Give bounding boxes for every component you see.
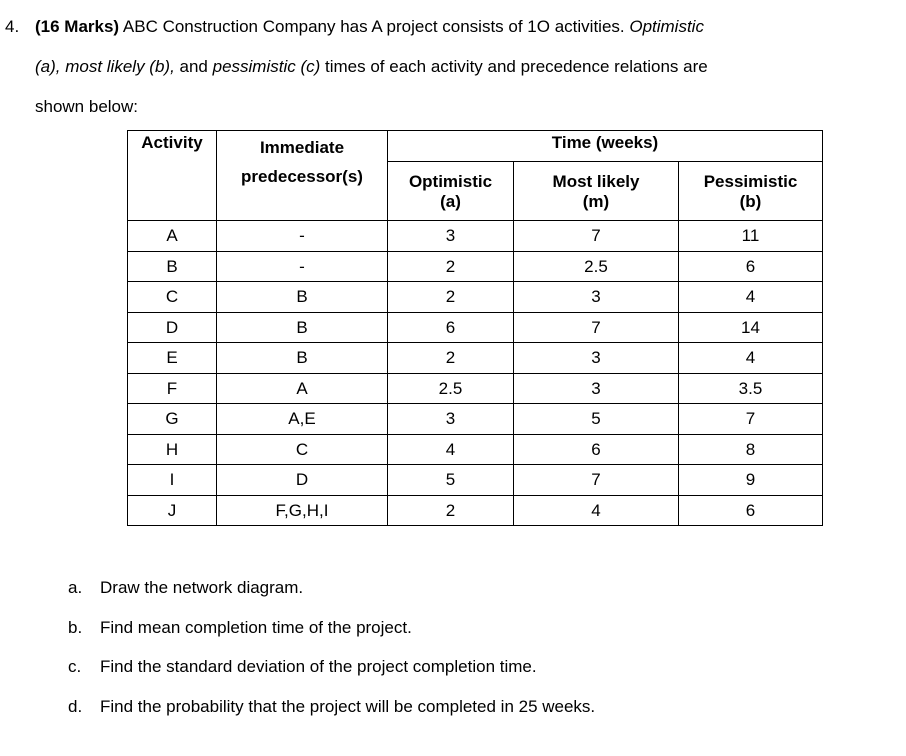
- cell-activity: D: [128, 312, 217, 343]
- part-letter: a.: [68, 578, 83, 597]
- cell-activity: J: [128, 495, 217, 526]
- cell-predecessor: F,G,H,I: [217, 495, 388, 526]
- intro-line2-b: and: [174, 57, 213, 76]
- header-pred-line2: predecessor(s): [241, 167, 363, 186]
- header-predecessor: [217, 131, 388, 221]
- cell-activity: F: [128, 373, 217, 404]
- part-text: Draw the network diagram.: [100, 578, 304, 597]
- header-optimistic-sym: (a): [388, 192, 514, 221]
- cell-activity: G: [128, 404, 217, 435]
- intro-line2-c: pessimistic (c): [212, 57, 321, 76]
- cell-activity: H: [128, 434, 217, 465]
- header-row-1: [128, 131, 823, 162]
- activity-table: [127, 130, 823, 526]
- cell-activity: A: [128, 221, 217, 252]
- intro-line-3: shown below:: [35, 97, 139, 116]
- cell-pessimistic: 3.5: [679, 373, 823, 404]
- cell-most-likely: 2.5: [514, 251, 679, 282]
- cell-predecessor: A: [217, 373, 388, 404]
- cell-most-likely: 3: [514, 373, 679, 404]
- cell-pessimistic: 6: [679, 495, 823, 526]
- table-row: [128, 465, 823, 496]
- cell-optimistic: 2: [388, 251, 514, 282]
- question-parts: [68, 568, 595, 726]
- part-text: Find the probability that the project will be completed in 25 weeks.: [100, 696, 596, 716]
- cell-pessimistic: 8: [679, 434, 823, 465]
- cell-most-likely: 3: [514, 282, 679, 313]
- header-time-group: Time (weeks): [388, 131, 823, 162]
- header-most-likely: Most likely: [514, 162, 679, 193]
- cell-optimistic: 2: [388, 495, 514, 526]
- part-item: [68, 568, 595, 608]
- header-pessimistic-sym: (b): [679, 192, 823, 221]
- cell-pessimistic: 6: [679, 251, 823, 282]
- header-most-likely-sym: (m): [514, 192, 679, 221]
- cell-pessimistic: 11: [679, 221, 823, 252]
- cell-pessimistic: 7: [679, 404, 823, 435]
- part-letter: b.: [68, 617, 83, 637]
- table-row: [128, 373, 823, 404]
- cell-optimistic: 2.5: [388, 373, 514, 404]
- header-pessimistic: Pessimistic: [679, 162, 823, 193]
- cell-predecessor: B: [217, 343, 388, 374]
- header-optimistic: Optimistic: [388, 162, 514, 193]
- cell-most-likely: 7: [514, 312, 679, 343]
- cell-pessimistic: 4: [679, 343, 823, 374]
- cell-optimistic: 3: [388, 221, 514, 252]
- cell-optimistic: 4: [388, 434, 514, 465]
- header-activity: Activity: [128, 131, 217, 221]
- cell-predecessor: -: [217, 221, 388, 252]
- cell-predecessor: B: [217, 312, 388, 343]
- cell-most-likely: 4: [514, 495, 679, 526]
- cell-optimistic: 2: [388, 343, 514, 374]
- intro-text-1: ABC Construction Company has A project consists of 1O activities.: [119, 17, 630, 36]
- cell-optimistic: 5: [388, 465, 514, 496]
- table-row: [128, 251, 823, 282]
- cell-most-likely: 3: [514, 343, 679, 374]
- header-pred-line1: Immediate: [259, 138, 345, 157]
- table-row: [128, 221, 823, 252]
- question-number: 4.: [5, 17, 20, 36]
- table-row: [128, 282, 823, 313]
- cell-predecessor: A,E: [217, 404, 388, 435]
- cell-most-likely: 7: [514, 465, 679, 496]
- part-text: Find the standard deviation of the project completion time.: [100, 657, 537, 676]
- question-marks: (16 Marks): [35, 17, 120, 36]
- part-item: [68, 647, 595, 687]
- cell-pessimistic: 9: [679, 465, 823, 496]
- part-text: Find mean completion time of the project.: [100, 617, 412, 637]
- cell-activity: I: [128, 465, 217, 496]
- cell-optimistic: 6: [388, 312, 514, 343]
- cell-pessimistic: 14: [679, 312, 823, 343]
- cell-most-likely: 7: [514, 221, 679, 252]
- table-row: [128, 404, 823, 435]
- cell-activity: C: [128, 282, 217, 313]
- intro-line2-d: times of each activity and precedence relations are: [320, 57, 708, 76]
- intro-line2-a: (a), most likely (b),: [35, 57, 175, 76]
- intro-line-1: [5, 7, 885, 47]
- cell-activity: B: [128, 251, 217, 282]
- cell-optimistic: 2: [388, 282, 514, 313]
- part-item: [68, 608, 595, 648]
- table-row: [128, 495, 823, 526]
- cell-pessimistic: 4: [679, 282, 823, 313]
- part-letter: c.: [68, 657, 82, 676]
- cell-most-likely: 5: [514, 404, 679, 435]
- question-intro: [5, 7, 885, 127]
- optimistic-word: Optimistic: [629, 17, 704, 36]
- part-letter: d.: [68, 696, 83, 716]
- part-item: [68, 687, 595, 727]
- cell-optimistic: 3: [388, 404, 514, 435]
- cell-most-likely: 6: [514, 434, 679, 465]
- cell-predecessor: B: [217, 282, 388, 313]
- cell-activity: E: [128, 343, 217, 374]
- intro-line-2: [5, 47, 885, 87]
- table-row: [128, 434, 823, 465]
- cell-predecessor: D: [217, 465, 388, 496]
- table-row: [128, 343, 823, 374]
- cell-predecessor: C: [217, 434, 388, 465]
- table-row: [128, 312, 823, 343]
- cell-predecessor: -: [217, 251, 388, 282]
